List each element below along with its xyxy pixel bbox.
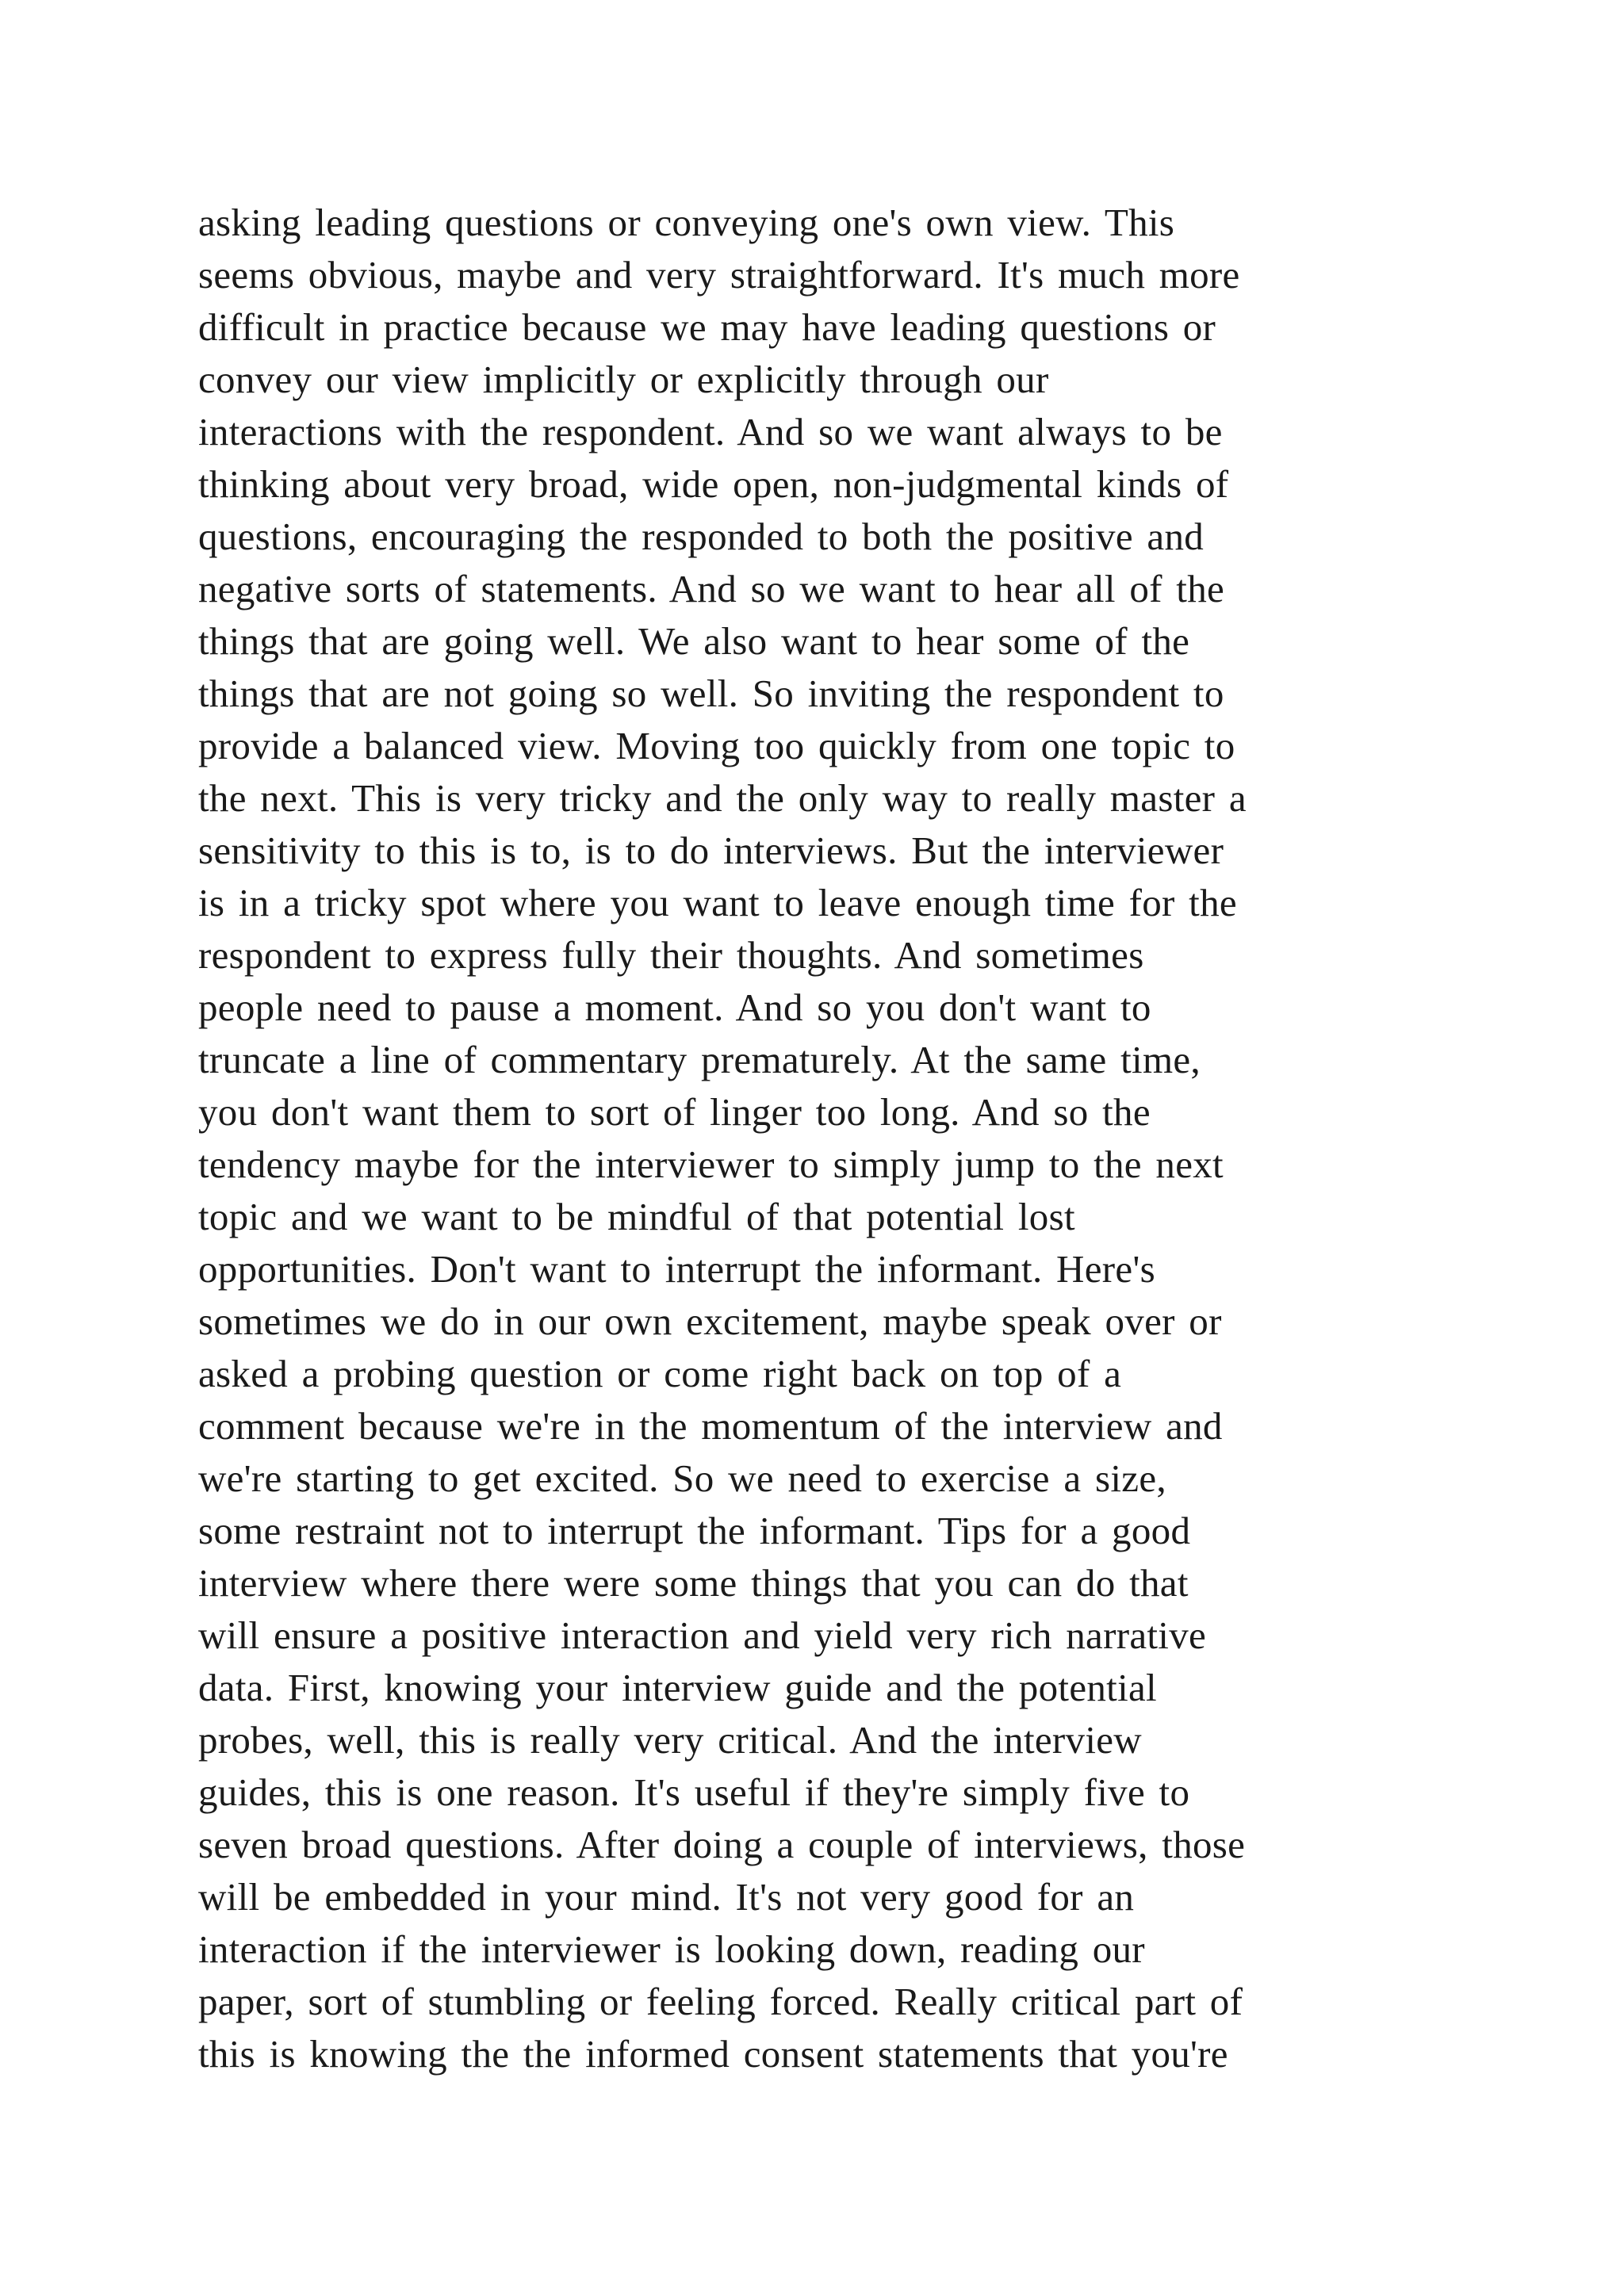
text-line: paper, sort of stumbling or feeling forced. Really critical part of bbox=[198, 1980, 1243, 2023]
text-line: comment because we're in the momentum of the interview and bbox=[198, 1404, 1223, 1448]
text-line: interactions with the respondent. And so we want always to be bbox=[198, 410, 1223, 453]
text-line: provide a balanced view. Moving too quickly from one topic to bbox=[198, 724, 1235, 767]
text-line: guides, this is one reason. It's useful if they're simply five to bbox=[198, 1770, 1190, 1814]
text-line: some restraint not to interrupt the informant. Tips for a good bbox=[198, 1509, 1191, 1552]
text-line: will ensure a positive interaction and yield very rich narrative bbox=[198, 1613, 1207, 1657]
text-line: respondent to express fully their thoughts. And sometimes bbox=[198, 933, 1144, 977]
text-line: sometimes we do in our own excitement, maybe speak over or bbox=[198, 1299, 1222, 1343]
text-line: this is knowing the the informed consent statements that you're bbox=[198, 2032, 1228, 2076]
text-line: truncate a line of commentary prematurely. At the same time, bbox=[198, 1038, 1201, 1081]
text-line: will be embedded in your mind. It's not very good for an bbox=[198, 1875, 1135, 1919]
text-line: convey our view implicitly or explicitly through our bbox=[198, 358, 1049, 401]
text-line: things that are not going so well. So inviting the respondent to bbox=[198, 672, 1224, 715]
text-line: is in a tricky spot where you want to leave enough time for the bbox=[198, 881, 1237, 924]
text-line: questions, encouraging the responded to both the positive and bbox=[198, 515, 1205, 558]
text-line: asking leading questions or conveying one's own view. This bbox=[198, 201, 1175, 244]
text-line: we're starting to get excited. So we need to exercise a size, bbox=[198, 1456, 1166, 1500]
text-line: you don't want them to sort of linger too long. And so the bbox=[198, 1090, 1151, 1134]
text-line: sensitivity to this is to, is to do interviews. But the interviewer bbox=[198, 828, 1224, 872]
text-line: things that are going well. We also want to hear some of the bbox=[198, 619, 1190, 663]
text-line: difficult in practice because we may have leading questions or bbox=[198, 305, 1216, 349]
text-line: people need to pause a moment. And so you don't want to bbox=[198, 985, 1151, 1029]
text-line: interaction if the interviewer is looking down, reading our bbox=[198, 1927, 1145, 1971]
text-line: topic and we want to be mindful of that potential lost bbox=[198, 1195, 1075, 1238]
text-line: thinking about very broad, wide open, non-judgmental kinds of bbox=[198, 462, 1229, 506]
text-line: interview where there were some things that you can do that bbox=[198, 1561, 1189, 1605]
text-line: asked a probing question or come right back on top of a bbox=[198, 1352, 1122, 1395]
text-line: opportunities. Don't want to interrupt the informant. Here's bbox=[198, 1247, 1155, 1291]
text-line: probes, well, this is really very critical. And the interview bbox=[198, 1718, 1142, 1762]
text-line: data. First, knowing your interview guide and the potential bbox=[198, 1666, 1157, 1709]
text-line: seven broad questions. After doing a couple of interviews, those bbox=[198, 1823, 1246, 1866]
text-line: the next. This is very tricky and the only way to really master a bbox=[198, 776, 1247, 820]
body-text bbox=[198, 197, 1435, 2080]
text-line: seems obvious, maybe and very straightforward. It's much more bbox=[198, 253, 1240, 297]
text-line: negative sorts of statements. And so we want to hear all of the bbox=[198, 567, 1225, 610]
text-line: tendency maybe for the interviewer to simply jump to the next bbox=[198, 1142, 1224, 1186]
